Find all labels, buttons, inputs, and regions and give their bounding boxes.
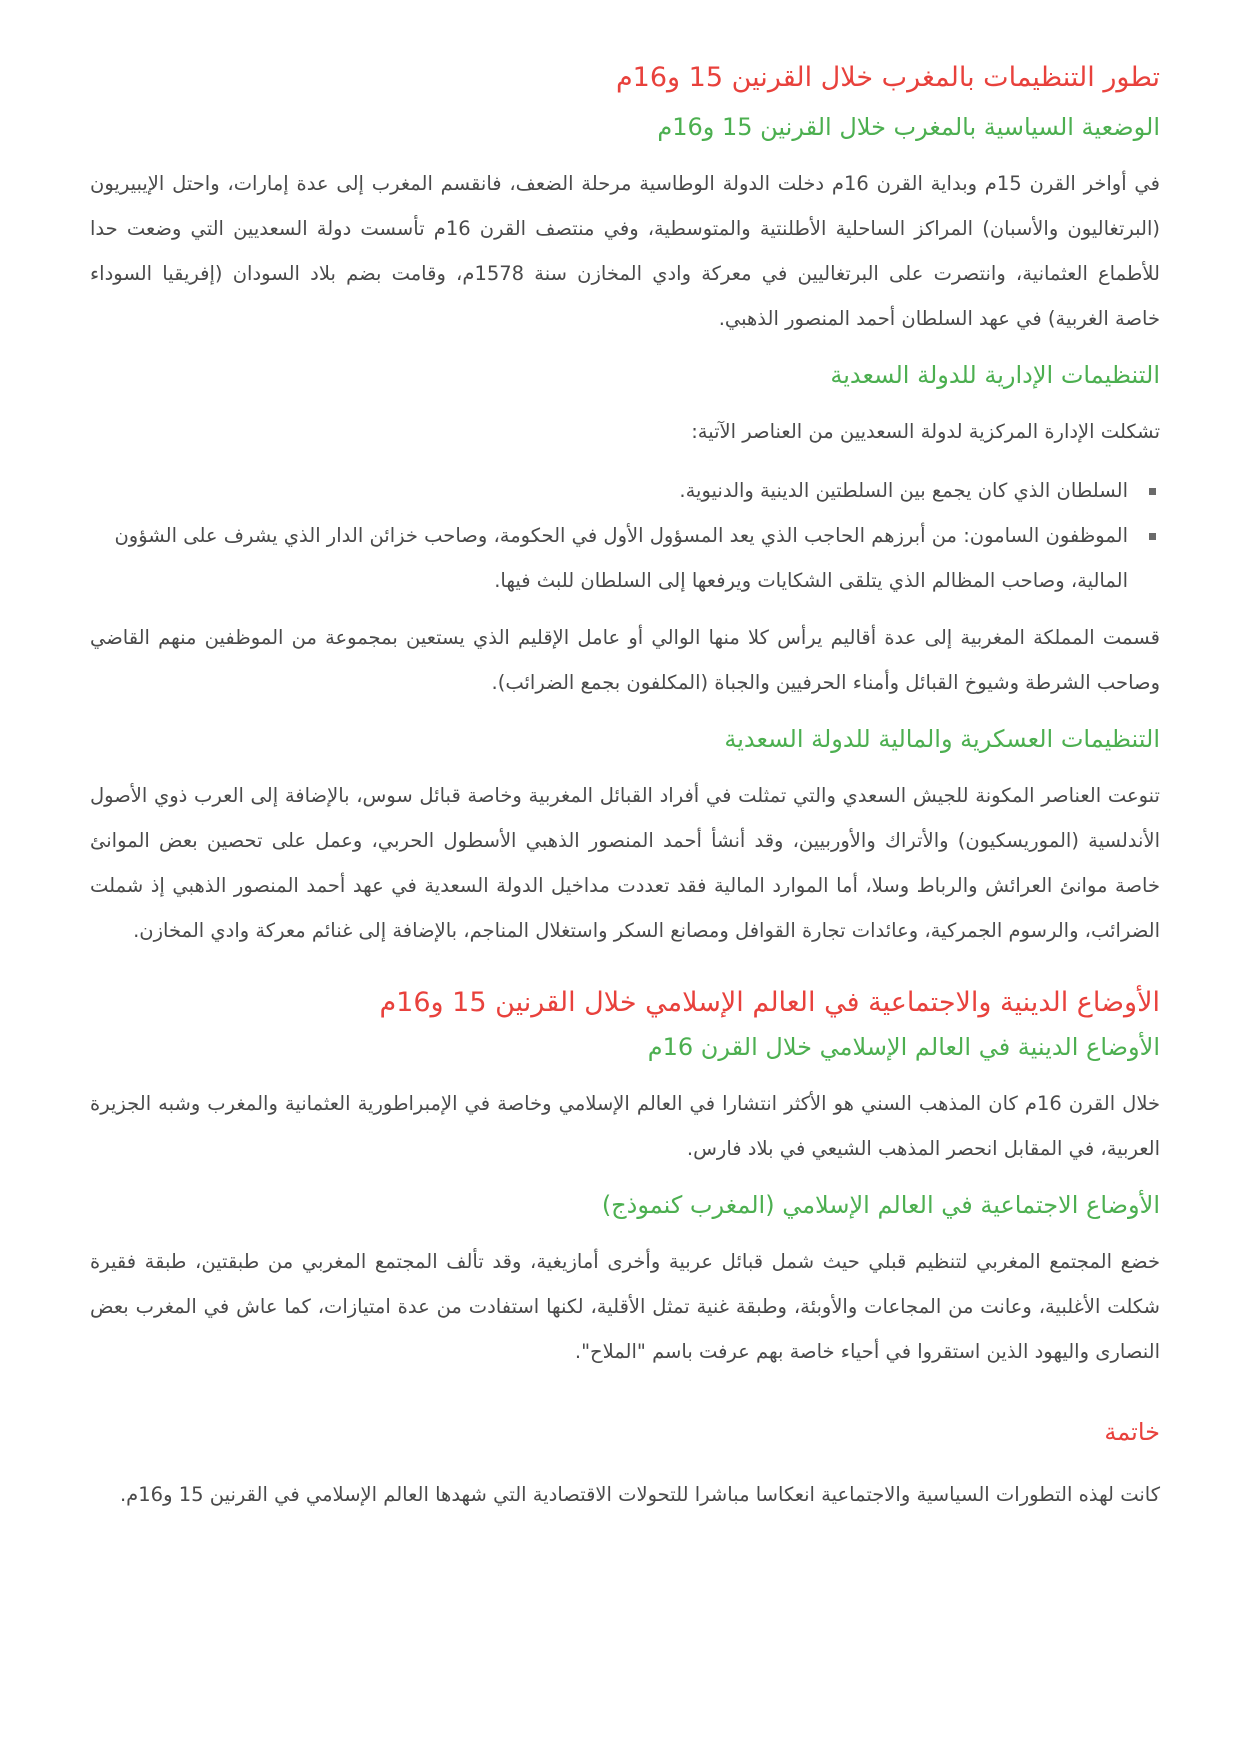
section-title-organizations: تطور التنظيمات بالمغرب خلال القرنين 15 و16م [615,62,1160,93]
text-line: في أواخر القرن 15م وبداية القرن 16م دخلت الدولة الوطاسية مرحلة الضعف، فانقسم المغرب إلى عدة إمارات، واحتل الإيبيريون [90,172,1160,195]
list-item [90,468,1160,513]
list-item-text: المالية، وصاحب المظالم الذي يتلقى الشكايات ويرفعها إلى السلطان للبث فيها. [494,569,1128,592]
document-content [90,56,1160,1517]
admin-elements-list [90,468,1160,603]
text-line: للأطماع العثمانية، وانتصرت على البرتغاليين في معركة وادي المخازن سنة 1578م، وقامت بضم بلاد السودان (إفريقيا السوداء [90,262,1160,285]
text-line: شكلت الأغلبية، وعانت من المجاعات والأوبئة، وطبقة غنية تمثل الأقلية، لكنها استفادت من عدة امتيازات، كما عاش في المغرب بعض [90,1295,1160,1318]
square-bullet-icon [1149,533,1156,540]
paragraph-central-administration: تشكلت الإدارة المركزية لدولة السعديين من العناصر الآتية: [691,420,1160,443]
paragraph-provinces [90,615,1160,705]
paragraph-religious-situation [90,1081,1160,1171]
square-bullet-icon [1149,488,1156,495]
subtitle-military-financial: التنظيمات العسكرية والمالية للدولة السعدية [724,725,1160,753]
text-line: الضرائب، والرسوم الجمركية، وعائدات تجارة القوافل ومصانع السكر واستغلال المناجم، بالإضافة إلى غنائم معركة وادي المخازن. [133,919,1160,942]
text-line: خلال القرن 16م كان المذهب السني هو الأكثر انتشارا في العالم الإسلامي وخاصة في الإمبراطورية العثمانية والمغرب وشبه الجزيرة [90,1092,1161,1115]
text-line: خاصة الغربية) في عهد السلطان أحمد المنصور الذهبي. [718,307,1160,330]
subtitle-administrative-organizations: التنظيمات الإدارية للدولة السعدية [830,361,1160,389]
text-line: قسمت المملكة المغربية إلى عدة أقاليم يرأس كلا منها الوالي أو عامل الإقليم الذي يستعين بمجموعة من الموظفين منهم القاضي [90,626,1160,649]
text-line: خضع المجتمع المغربي لتنظيم قبلي حيث شمل قبائل عربية وأخرى أمازيغية، وقد تألف المجتمع المغربي من طبقتين، طبقة فقيرة [90,1250,1160,1273]
list-item [90,513,1160,603]
subtitle-political-situation: الوضعية السياسية بالمغرب خلال القرنين 15 و16م [657,113,1160,141]
section-title-religious-social: الأوضاع الدينية والاجتماعية في العالم الإسلامي خلال القرنين 15 و16م [379,987,1160,1018]
paragraph-military-financial [90,773,1160,953]
subtitle-religious-situation: الأوضاع الدينية في العالم الإسلامي خلال القرن 16م [647,1033,1160,1061]
text-line: تنوعت العناصر المكونة للجيش السعدي والتي تمثلت في أفراد القبائل المغربية وخاصة قبائل سوس، بالإضافة إلى العرب ذوي الأصول [90,784,1160,807]
paragraph-conclusion: كانت لهذه التطورات السياسية والاجتماعية انعكاسا مباشرا للتحولات الاقتصادية التي شهدها العالم الإسلامي في القرنين 15 و16م. [119,1483,1160,1506]
paragraph-social-situation [90,1239,1160,1374]
text-line: العربية، في المقابل انحصر المذهب الشيعي في بلاد فارس. [686,1137,1160,1160]
text-line: النصارى واليهود الذين استقروا في أحياء خاصة بهم عرفت باسم "الملاح". [574,1340,1160,1363]
subtitle-social-situation: الأوضاع الاجتماعية في العالم الإسلامي (المغرب كنموذج) [601,1191,1160,1219]
text-line: الأندلسية (الموريسكيون) والأتراك والأوربيين، وقد أنشأ أحمد المنصور الذهبي الأسطول الحربي، وعمل على تحصين بعض الموانئ [90,829,1160,852]
text-line: وصاحب الشرطة وشيوخ القبائل وأمناء الحرفيين والجباة (المكلفون بجمع الضرائب). [491,671,1160,694]
text-line: (البرتغاليون والأسبان) المراكز الساحلية الأطلنتية والمتوسطية، وفي منتصف القرن 16م تأسست دولة السعديين التي وضعت حدا [90,217,1160,240]
section-title-conclusion: خاتمة [1104,1418,1160,1446]
list-item-text: الموظفون السامون: من أبرزهم الحاجب الذي يعد المسؤول الأول في الحكومة، وصاحب خزائن الدار الذي يشرف على الشؤون [114,524,1128,547]
paragraph-political-situation [90,161,1160,341]
list-item-text: السلطان الذي كان يجمع بين السلطتين الدينية والدنيوية. [679,479,1128,502]
text-line: خاصة موانئ العرائش والرباط وسلا، أما الموارد المالية فقد تعددت مداخيل الدولة السعدية في عهد أحمد المنصور الذهبي إذ شملت [90,874,1160,897]
